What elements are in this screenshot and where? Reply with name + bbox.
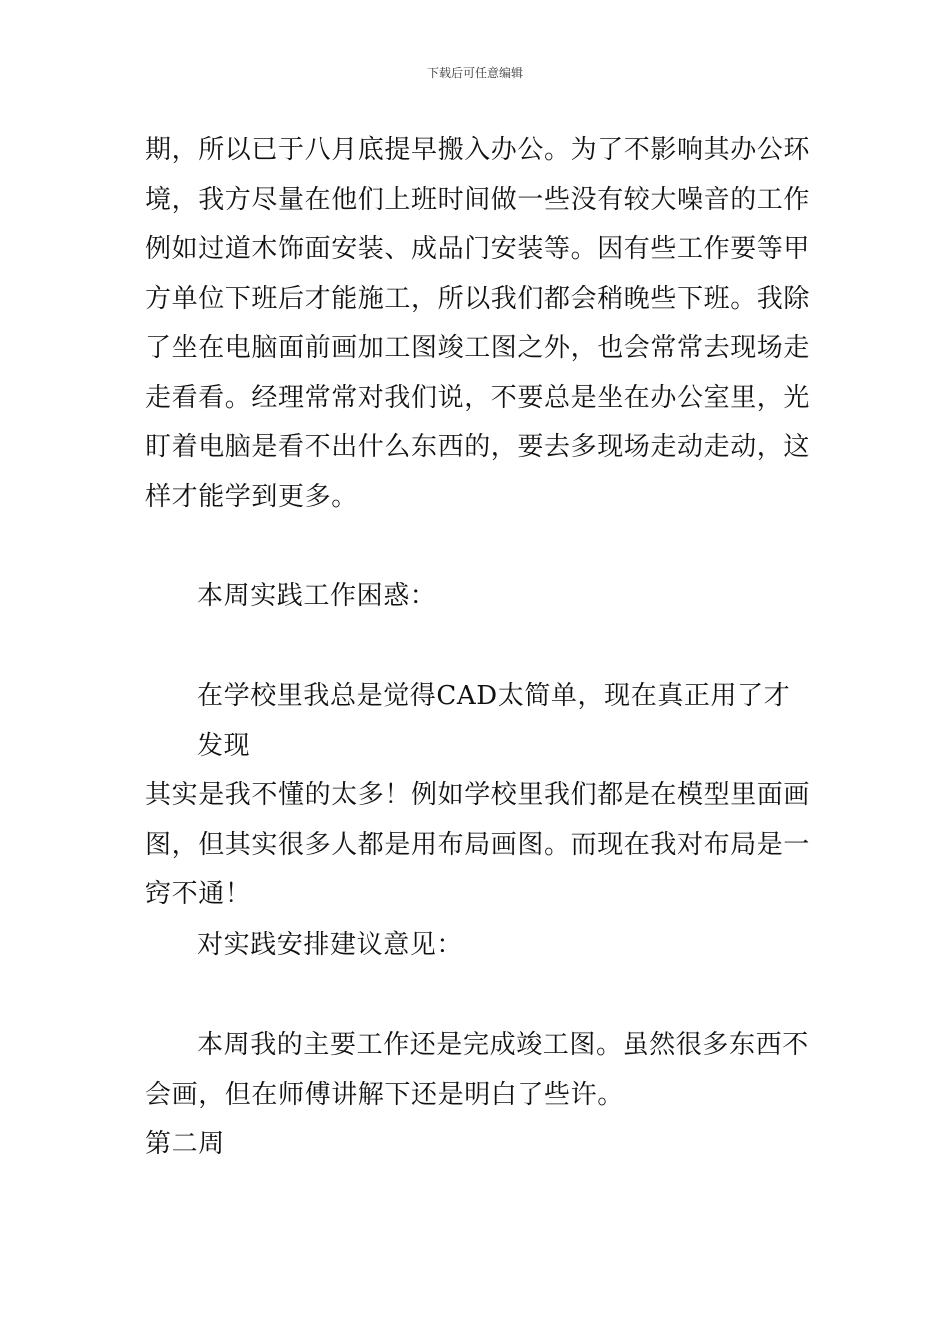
- text-line: 本周我的主要工作还是完成竣工图。虽然很多东西不: [197, 1030, 809, 1060]
- text-line: 境，我方尽量在他们上班时间做一些没有较大噪音的工作: [145, 184, 811, 215]
- text-line: 了坐在电脑面前画加工图竣工图之外，也会常常去现场走: [145, 333, 811, 363]
- page-header-note: 下载后可任意编辑: [426, 66, 523, 80]
- text-line: 例如过道木饰面安装、成品门安装等。因有些工作要等甲: [145, 234, 811, 264]
- paragraph-confusion: [145, 672, 810, 920]
- text-line: 走看看。经理常常对我们说，不要总是坐在办公室里，光: [145, 382, 811, 413]
- heading-suggestion: 对实践安排建议意见：: [197, 930, 464, 960]
- text-line: 图，但其实很多人都是用布局画图。而现在我对布局是一: [145, 829, 811, 860]
- text-line: 其实是我不懂的太多！例如学校里我们都是在模型里面画: [145, 780, 811, 810]
- paragraph-suggestion: [145, 1021, 810, 1120]
- text-line: 会画，但在师傅讲解下还是明白了些许。: [145, 1079, 624, 1110]
- text-line: 方单位下班后才能施工，所以我们都会稍晚些下班。我除: [145, 283, 811, 314]
- heading-confusion: 本周实践工作困惑：: [197, 581, 437, 611]
- text-line: 期，所以已于八月底提早搬入办公。为了不影响其办公环: [145, 135, 811, 165]
- text-line: 样才能学到更多。: [145, 481, 358, 512]
- text-line: 盯着电脑是看不出什么东西的，要去多现场走动走动，这: [145, 432, 811, 462]
- text-line: 在学校里我总是觉得CAD太简单，现在真正用了才发现: [197, 681, 791, 761]
- week-label: 第二周: [145, 1129, 225, 1159]
- paragraph-work-summary: [145, 126, 810, 522]
- text-line: 窍不通！: [145, 879, 252, 909]
